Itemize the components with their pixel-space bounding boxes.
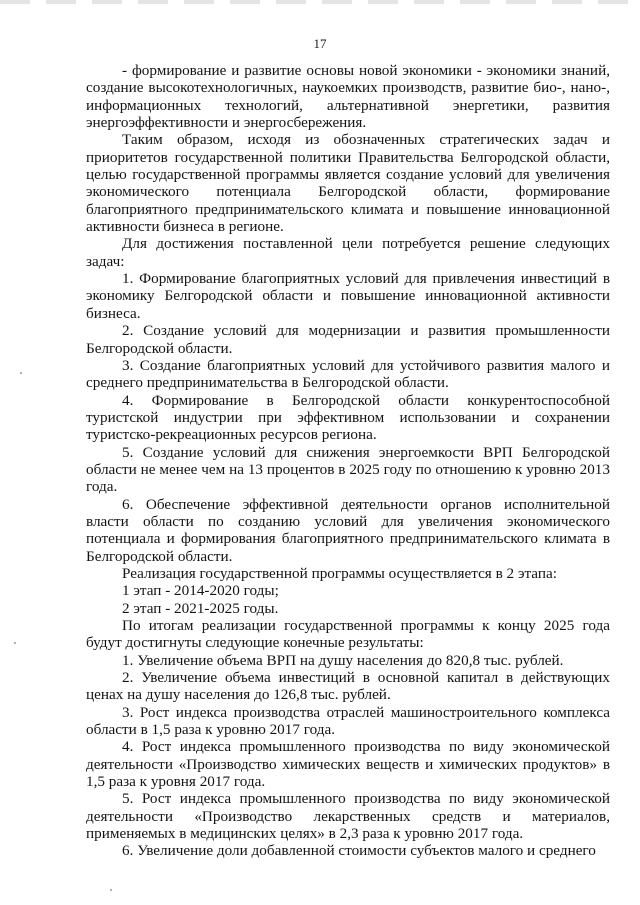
task-item-4: 4. Формирование в Белгородской области конкурентоспособной туристской индустрии при эффективном использовании и сохранении туристско-рекреационных ресурсов региона.: [86, 391, 610, 444]
result-item-5: 5. Рост индекса промышленного производства по виду экономической деятельности «Производство лекарственных средств и материалов, применяемых в медицинских целях» в 2,3 раза к уровню 2017 года.: [86, 790, 610, 843]
task-item-3: 3. Создание благоприятных условий для устойчивого развития малого и среднего предпринимательства в Белгородской области.: [86, 356, 610, 392]
task-item-5: 5. Создание условий для снижения энергоемкости ВРП Белгородской области не менее чем на 13 процентов в 2025 году по отношению к уровню 2013 года.: [86, 443, 610, 496]
scan-top-edge: [0, 0, 640, 4]
result-item-2: 2. Увеличение объема инвестиций в основной капитал в действующих ценах на душу населения до 126,8 тыс. рублей.: [86, 669, 610, 704]
stage-item-1: 1 этап - 2014-2020 годы;: [122, 582, 279, 600]
result-item-3: 3. Рост индекса производства отраслей машиностроительного комплекса области в 1,5 раза к уровню 2017 года.: [86, 703, 610, 739]
paragraph-program-goal: Таким образом, исходя из обозначенных стратегических задач и приоритетов государственной политики Правительства Белгородской области, целью государственной программы является создание условий для увеличения экономического потенциала Белгородской области, формирование благоприятного предпринимательского климата и повышение инновационной активности бизнеса в регионе.: [86, 131, 610, 236]
task-item-1: 1. Формирование благоприятных условий для привлечения инвестиций в экономику Белгородской области и повышение инновационной активности бизнеса.: [86, 270, 610, 322]
paragraph-results-intro: По итогам реализации государственной программы к концу 2025 года будут достигнуты следующие конечные результаты:: [86, 617, 610, 652]
result-item-6: 6. Увеличение доли добавленной стоимости субъектов малого и среднего: [122, 842, 596, 860]
result-item-1: 1. Увеличение объема ВРП на душу населения до 820,8 тыс. рублей.: [122, 651, 564, 669]
result-item-4: 4. Рост индекса промышленного производства по виду экономической деятельности «Производство химических веществ и химических продуктов» в 1,5 раза к уровня 2017 года.: [86, 738, 610, 791]
scan-speck: [20, 372, 22, 374]
task-item-6: 6. Обеспечение эффективной деятельности органов исполнительной власти области по созданию условий для увеличения экономического потенциала и формирования благоприятного предпринимательского климата в Белгородской области.: [86, 495, 610, 565]
scan-speck: [14, 642, 16, 644]
paragraph-stages-intro: Реализация государственной программы осуществляется в 2 этапа:: [122, 564, 557, 582]
document-body: [86, 62, 610, 860]
paragraph-tasks-intro: Для достижения поставленной цели потребуется решение следующих задач:: [86, 235, 610, 270]
paragraph-economy-basis: - формирование и развитие основы новой экономики - экономики знаний, создание высокотехнологичных, наукоемких производств, развитие био-, нано-, информационных технологий, альтернативной энергетики, развития энергоэффективности и энергосбережения.: [86, 62, 610, 132]
stage-item-2: 2 этап - 2021-2025 годы.: [122, 599, 279, 617]
scan-speck: [110, 889, 112, 891]
task-item-2: 2. Создание условий для модернизации и развития промышленности Белгородской области.: [86, 322, 610, 357]
page-number: 17: [313, 36, 327, 51]
